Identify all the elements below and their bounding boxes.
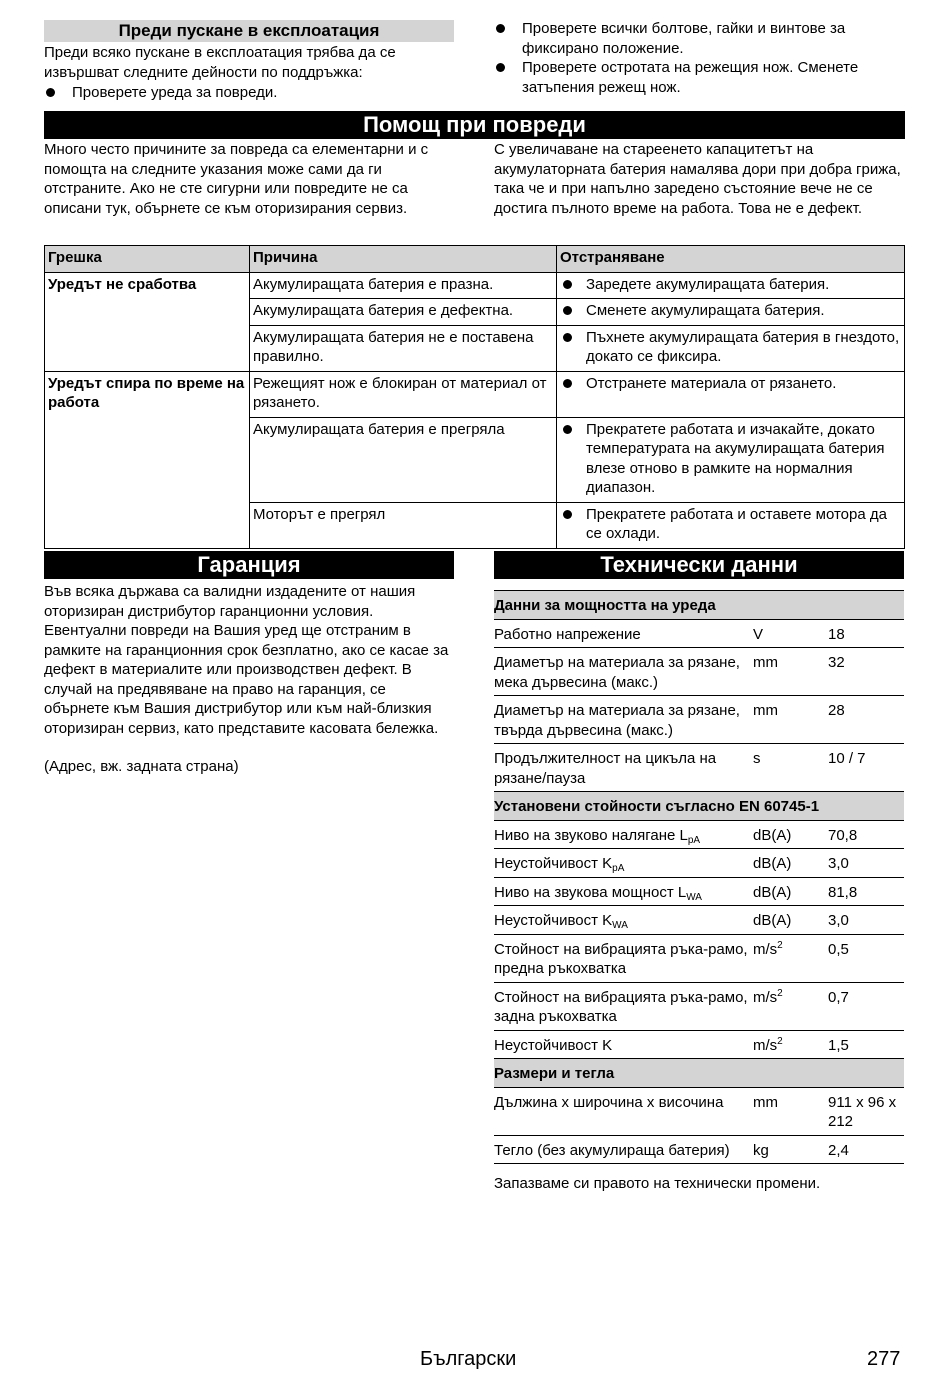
bullet-icon xyxy=(563,425,572,434)
tech-data-note: Запазваме си правото на технически промени. xyxy=(494,1175,821,1192)
bullet-icon xyxy=(496,24,505,33)
warranty-address-note: (Адрес, вж. задната страна) xyxy=(44,758,239,775)
remedy-cell: Пъхнете акумулиращата батерия в гнездото, докато се фиксира. xyxy=(557,325,905,371)
spec-unit: $m/s^2$ xyxy=(753,982,828,1030)
footer-language: Български xyxy=(420,1348,517,1370)
bullet-icon xyxy=(496,63,505,72)
remedy-cell: Отстранете материала от рязането. xyxy=(557,371,905,417)
warranty-heading: Гаранция xyxy=(44,551,454,579)
table-row xyxy=(494,696,904,744)
spec-value: 2,4 xyxy=(828,1135,904,1164)
spec-value: 1,5 xyxy=(828,1030,904,1059)
spec-label: Стойност на вибрацията ръка-рамо, предна ръкохватка xyxy=(494,934,753,982)
section-row xyxy=(494,1059,904,1088)
header-error: Грешка xyxy=(45,246,250,273)
table-row xyxy=(494,1030,904,1059)
spec-value: 70,8 xyxy=(828,820,904,849)
before-use-right-list xyxy=(494,19,904,97)
spec-label: Стойност на вибрацията ръка-рамо, задна ръкохватка xyxy=(494,982,753,1030)
spec-label: Неустойчивост K xyxy=(494,1030,753,1059)
remedy-cell: Прекратете работата и оставете мотора да се охлади. xyxy=(557,502,905,548)
spec-value: 81,8 xyxy=(828,877,904,906)
spec-value: 10 / 7 xyxy=(828,744,904,792)
table-row xyxy=(494,744,904,792)
section-row xyxy=(494,792,904,821)
tech-data-table xyxy=(494,590,904,1164)
bullet-icon xyxy=(563,306,572,315)
remedy-cell: Заредете акумулиращата батерия. xyxy=(557,272,905,299)
spec-unit: mm xyxy=(753,648,828,696)
table-row xyxy=(494,619,904,648)
cause-cell: Моторът е прегрял xyxy=(250,502,557,548)
bullet-icon xyxy=(563,280,572,289)
page-number: 277 xyxy=(867,1348,901,1370)
troubleshooting-table xyxy=(44,245,905,549)
spec-label: Ниво на звуково налягане $L_{pA}$ xyxy=(494,820,753,849)
section-dims: Размери и тегла xyxy=(494,1059,904,1088)
table-row xyxy=(45,272,905,299)
cause-cell: Режещият нож е блокиран от материал от рязането. xyxy=(250,371,557,417)
remedy-cell: Сменете акумулиращата батерия. xyxy=(557,299,905,326)
troubleshooting-left-text: Много често причините за повреда са елементарни и с помощта на следните указания може сами да ги отстраните. Ако не сте сигурни или повредите не са описани тук, обърнете се към оторизирания сервиз. xyxy=(44,141,429,217)
table-row xyxy=(494,820,904,849)
cause-cell: Акумулиращата батерия е празна. xyxy=(250,272,557,299)
tech-data-heading: Технически данни xyxy=(494,551,904,579)
troubleshooting-right-text: С увеличаване на стареенето капацитетът на акумулаторната батерия намалява дори при добра грижа, така че и при напълно заредено състояние вече не се достига пълното време на работа. Това не е дефект. xyxy=(494,141,901,217)
before-use-left-list xyxy=(44,83,454,103)
section-power: Данни за мощността на уреда xyxy=(494,591,904,620)
spec-unit: dB(A) xyxy=(753,820,828,849)
spec-value: 18 xyxy=(828,619,904,648)
warranty-text: Във всяка държава са валидни издадените от нашия оторизиран дистрибутор гаранционни условия. Евентуални повреди на Вашия уред ще отстраним в рамките на гаранционния срок безплатно, ако се касае за дефект в материалите или производствен дефект. В случай на предявяване на право на гаранция, се обърнете към Вашия дистрибутор или към най-близкия оторизиран сервиз, като представите касовата бележка. xyxy=(44,583,449,737)
spec-value: 32 xyxy=(828,648,904,696)
spec-value: 3,0 xyxy=(828,906,904,935)
table-row xyxy=(494,934,904,982)
spec-label: Диаметър на материала за рязане, мека дървесина (макс.) xyxy=(494,648,753,696)
list-item: Проверете остротата на режещия нож. Сменете затъпения режещ нож. xyxy=(494,58,904,97)
bullet-icon xyxy=(563,510,572,519)
spec-value: 0,5 xyxy=(828,934,904,982)
spec-unit: dB(A) xyxy=(753,877,828,906)
spec-unit: $m/s^2$ xyxy=(753,1030,828,1059)
section-measured: Установени стойности съгласно EN 60745-1 xyxy=(494,792,904,821)
cause-cell: Акумулиращата батерия е прегряла xyxy=(250,417,557,502)
bullet-icon xyxy=(46,88,55,97)
spec-label: Продължителност на цикъла на рязане/пауза xyxy=(494,744,753,792)
list-item: Проверете уреда за повреди. xyxy=(44,83,454,103)
table-header-row xyxy=(45,246,905,273)
table-row xyxy=(494,906,904,935)
remedy-cell: Прекратете работата и изчакайте, докато температурата на акумулиращата батерия влезе отново в рамките на нормалния диапазон. xyxy=(557,417,905,502)
spec-label: Работно напрежение xyxy=(494,619,753,648)
table-row xyxy=(45,371,905,417)
spec-unit: $m/s^2$ xyxy=(753,934,828,982)
cause-cell: Акумулиращата батерия е дефектна. xyxy=(250,299,557,326)
table-row xyxy=(494,648,904,696)
spec-label: Неустойчивост $K_{pA}$ xyxy=(494,849,753,878)
spec-unit: mm xyxy=(753,696,828,744)
spec-unit: dB(A) xyxy=(753,849,828,878)
spec-value: 3,0 xyxy=(828,849,904,878)
bullet-icon xyxy=(563,333,572,342)
table-row xyxy=(494,1135,904,1164)
header-cause: Причина xyxy=(250,246,557,273)
spec-unit: dB(A) xyxy=(753,906,828,935)
troubleshooting-heading: Помощ при повреди xyxy=(44,111,905,139)
header-remedy: Отстраняване xyxy=(557,246,905,273)
table-row xyxy=(494,849,904,878)
spec-unit: s xyxy=(753,744,828,792)
spec-label: Тегло (без акумулираща батерия) xyxy=(494,1135,753,1164)
table-row xyxy=(494,982,904,1030)
cause-cell: Акумулиращата батерия не е поставена правилно. xyxy=(250,325,557,371)
bullet-icon xyxy=(563,379,572,388)
spec-label: Неустойчивост $K_{WA}$ xyxy=(494,906,753,935)
spec-label: Ниво на звукова мощност $L_{WA}$ xyxy=(494,877,753,906)
spec-unit: V xyxy=(753,619,828,648)
spec-value: 28 xyxy=(828,696,904,744)
before-use-heading: Преди пускане в експлоатация xyxy=(44,20,454,42)
list-item: Проверете всички болтове, гайки и винтове за фиксирано положение. xyxy=(494,19,904,58)
table-row xyxy=(494,877,904,906)
spec-label: Дължина x широчина x височина xyxy=(494,1087,753,1135)
error-cell: Уредът спира по време на работа xyxy=(45,371,250,548)
section-row xyxy=(494,591,904,620)
spec-unit: kg xyxy=(753,1135,828,1164)
spec-unit: mm xyxy=(753,1087,828,1135)
spec-label: Диаметър на материала за рязане, твърда дървесина (макс.) xyxy=(494,696,753,744)
table-row xyxy=(494,1087,904,1135)
spec-value: 0,7 xyxy=(828,982,904,1030)
before-use-intro: Преди всяко пускане в експлоатация трябва да се извършват следните дейности по поддръжка: xyxy=(44,44,396,81)
spec-value: 911 x 96 x 212 xyxy=(828,1087,904,1135)
error-cell: Уредът не сработва xyxy=(45,272,250,371)
